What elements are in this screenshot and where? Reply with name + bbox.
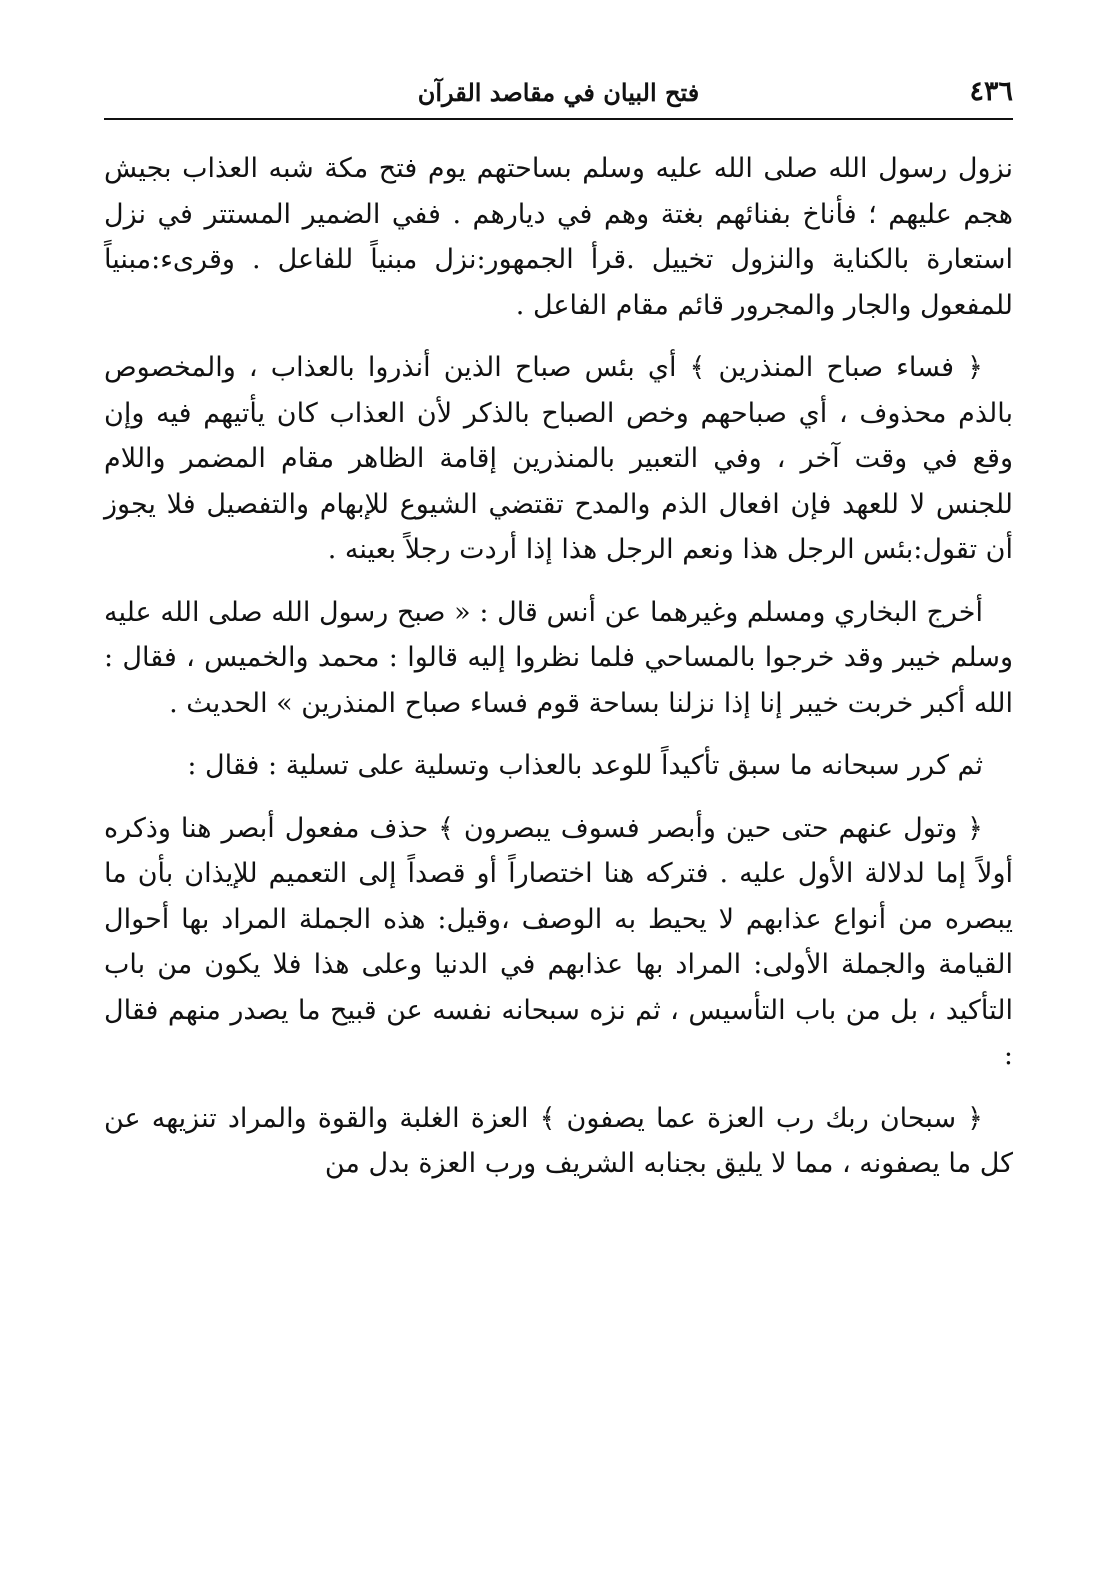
book-page	[104, 72, 1013, 1529]
paragraph-verse-tawalla: ﴿ وتول عنهم حتى حين وأبصر فسوف يبصرون ﴾ حذف مفعول أبصر هنا وذكره أولاً إما لدلالة الأول عليه . فتركه هنا اختصاراً أو قصداً إلى التعميم للإيذان بأن ما يبصره من أنواع عذابهم لا يحيط به الوصف ،وقيل: هذه الجملة المراد بها أحوال القيامة والجملة الأولى: المراد بها عذابهم في الدنيا وعلى هذا فلا يكون من باب التأكيد ، بل من باب التأسيس ، ثم نزه سبحانه نفسه عن قبيح ما يصدر منهم فقال :	[104, 812, 1013, 1071]
paragraph-hadith: أخرج البخاري ومسلم وغيرهما عن أنس قال : « صبح رسول الله صلى الله عليه وسلم خيبر وقد خرجوا بالمساحي فلما نظروا إليه قالوا : محمد والخميس ، فقال : الله أكبر خربت خيبر إنا إذا نزلنا بساحة قوم فساء صباح المنذرين » الحديث .	[104, 596, 1013, 719]
page-number: ٤٣٦	[969, 76, 1013, 107]
paragraph-repetition: ثم كرر سبحانه ما سبق تأكيداً للوعد بالعذاب وتسلية على تسلية : فقال :	[187, 750, 983, 781]
header-rule	[104, 118, 1013, 120]
page-header	[104, 72, 1013, 118]
body-text	[104, 146, 1013, 1187]
paragraph-verse-subhan: ﴿ سبحان ربك رب العزة عما يصفون ﴾ العزة الغلبة والقوة والمراد تنزيهه عن كل ما يصفونه ، مما لا يليق بجنابه الشريف ورب العزة بدل من	[104, 1102, 1013, 1179]
paragraph-verse-sabah: ﴿ فساء صباح المنذرين ﴾ أي بئس صباح الذين أنذروا بالعذاب ، والمخصوص بالذم محذوف ، أي صباحهم وخص الصباح بالذكر لأن العذاب كان يأتيهم فيه وإن وقع في وقت آخر ، وفي التعبير بالمنذرين إقامة الظاهر مقام المضمر واللام للجنس لا للعهد فإن افعال الذم والمدح تقتضي الشيوع للإبهام والتفصيل فلا يجوز أن تقول:بئس الرجل هذا ونعم الرجل هذا إذا أردت رجلاً بعينه .	[104, 352, 1013, 565]
running-title: فتح البيان في مقاصد القرآن	[417, 78, 700, 107]
paragraph-continuation: نزول رسول الله صلى الله عليه وسلم بساحتهم يوم فتح مكة شبه العذاب بجيش هجم عليهم ؛ فأناخ بفنائهم بغتة وهم في ديارهم . ففي الضمير المستتر في نزل استعارة بالكناية والنزول تخييل .قرأ الجمهور:نزل مبنياً للفاعل . وقرىء:مبنياً للمفعول والجار والمجرور قائم مقام الفاعل .	[104, 153, 1013, 321]
